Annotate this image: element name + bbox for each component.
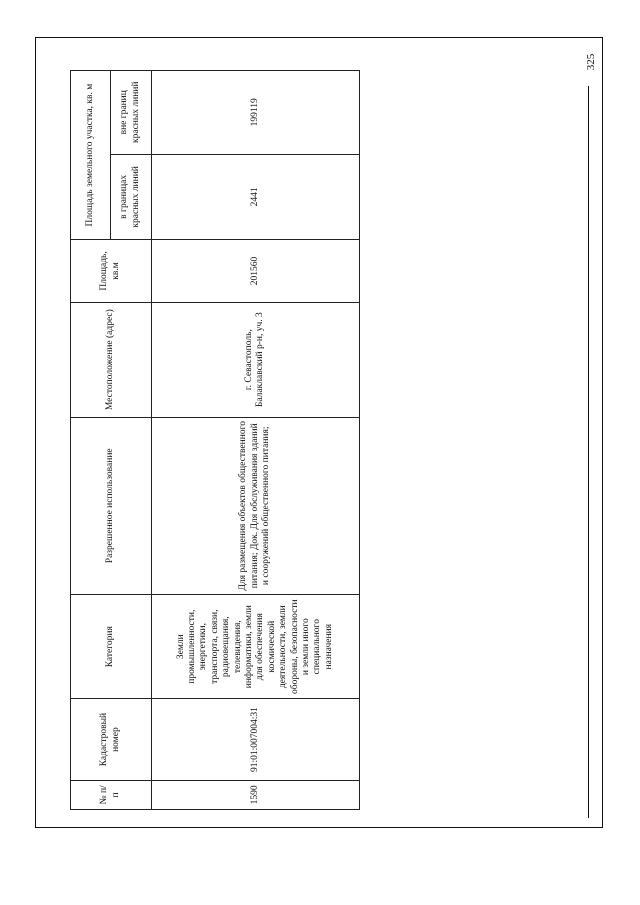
header-outside-red-lines: вне границ красных линий <box>110 71 151 155</box>
cell-no: 1590 <box>151 780 359 809</box>
header-cadastral: Кадастровый номер <box>71 699 152 780</box>
page-number-text: 325 <box>585 53 597 71</box>
cell-area: 201560 <box>151 240 359 303</box>
cell-outside-red-lines: 199119 <box>151 71 359 155</box>
header-land-area: Площадь земельного участка, кв. м <box>71 71 111 240</box>
header-no: № п/п <box>71 780 152 809</box>
cell-location: г. Севастополь, Балаклавский р-н, уч. 3 <box>151 302 359 417</box>
cell-cadastral: 91:01:007004:31 <box>151 699 359 780</box>
cell-permitted-use: Для размещения объектов общественного питания; Док. Для обслуживания зданий и сооружений общественного питания; <box>151 417 359 594</box>
page-number <box>576 42 606 82</box>
header-category: Категория <box>71 595 152 699</box>
rotated-table-container <box>70 70 360 810</box>
cell-category: Земли промышленности, энергетики, транспорта, связи, радиовещания, телевидения, информатики, земли для обеспечения космической деятельности, земли обороны, безопасности и земли иного специального назначения <box>151 595 359 699</box>
cell-inside-red-lines: 2441 <box>151 154 359 240</box>
table-row <box>151 71 359 810</box>
header-location: Местоположение (адрес) <box>71 302 152 417</box>
header-permitted-use: Разрешенное использование <box>71 417 152 594</box>
header-area: Площадь, кв.м <box>71 240 152 303</box>
header-inside-red-lines: в границах красных линий <box>110 154 151 240</box>
land-plot-table <box>70 70 360 810</box>
footer-rule <box>588 86 589 818</box>
